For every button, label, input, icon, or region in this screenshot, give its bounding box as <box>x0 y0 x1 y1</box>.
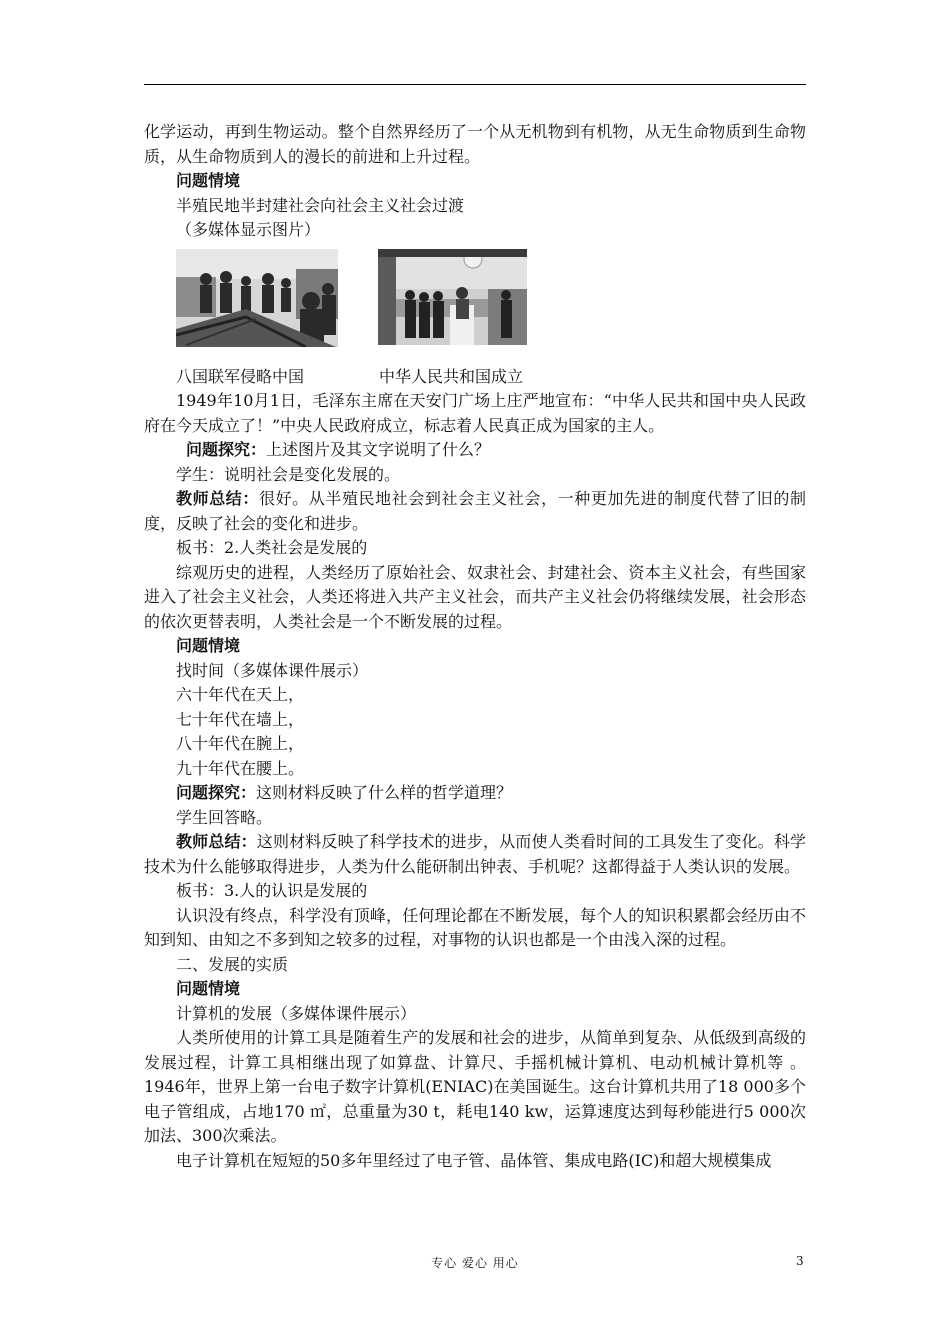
figure-captions <box>144 365 806 390</box>
poem-line: 九十年代在腰上。 <box>176 758 305 778</box>
document-body <box>144 120 806 1173</box>
poem-line: 八十年代在腕上， <box>176 734 305 753</box>
paragraph: 学生：说明社会是变化发展的。 <box>176 464 401 484</box>
footer-slogan: 专心 爱心 用心 <box>431 1256 519 1270</box>
paragraph: 问题探究：这则材料反映了什么样的哲学道理？ <box>176 783 513 802</box>
paragraph: 人类所使用的计算工具是随着生产的发展和社会的进步，从简单到复杂、从低级到高级的发展过程，计算工具相继出现了如算盘、计算尺、手摇机械计算机、电动机械计算机等 。1946年，世界上第一台电子数字计算机(ENIAC)在美国诞生。这台计算机共用了18 000多个电子管组成，占地170 ㎡，总重量为30 t，耗电140 kw，运算速度达到每秒能进行5 000次加法、300次乘法。 <box>144 1028 806 1145</box>
figures-row <box>176 243 806 365</box>
paragraph: 板书：2.人类社会是发展的 <box>176 538 368 557</box>
paragraph: 综观历史的进程，人类经历了原始社会、奴隶社会、封建社会、资本主义社会，有些国家进入了社会主义社会，人类还将进入共产主义社会，而共产主义社会仍将继续发展，社会形态的依次更替表明，人类社会是一个不断发展的过程。 <box>144 562 806 631</box>
header-rule <box>144 84 806 85</box>
section-heading: 问题情境 <box>176 979 241 998</box>
poem-line: 六十年代在天上， <box>176 685 305 704</box>
paragraph: （多媒体显示图片） <box>176 220 321 239</box>
paragraph: 找时间（多媒体课件展示） <box>176 660 369 680</box>
section-heading: 问题情境 <box>176 171 241 190</box>
paragraph: 板书：3.人的认识是发展的 <box>176 881 368 900</box>
paragraph: 问题探究：上述图片及其文字说明了什么？ <box>186 440 491 459</box>
caption-left: 八国联军侵略中国 <box>176 366 305 386</box>
paragraph: 教师总结：这则材料反映了科学技术的进步，从而使人类看时间的工具发生了变化。科学技术为什么能够取得进步，人类为什么能研制出钟表、手机呢？这都得益于人类认识的发展。 <box>144 832 806 876</box>
caption-right: 中华人民共和国成立 <box>379 366 524 386</box>
photo-eight-nation-alliance <box>176 249 338 347</box>
section-heading: 问题情境 <box>176 636 241 655</box>
paragraph: 学生回答略。 <box>176 807 273 827</box>
paragraph: 计算机的发展（多媒体课件展示） <box>176 1003 417 1023</box>
photo-prc-founding <box>378 249 527 345</box>
paragraph: 教师总结：很好。从半殖民地社会到社会主义社会，一种更加先进的制度代替了旧的制度，反映了社会的变化和进步。 <box>144 489 806 533</box>
poem-line: 七十年代在墙上， <box>176 709 305 729</box>
section-title: 二、发展的实质 <box>176 954 289 974</box>
paragraph: 半殖民地半封建社会向社会主义社会过渡 <box>176 195 465 215</box>
page-number: 3 <box>796 1254 804 1268</box>
paragraph: 化学运动，再到生物运动。整个自然界经历了一个从无机物到有机物，从无生命物质到生命物质，从生命物质到人的漫长的前进和上升过程。 <box>144 122 806 166</box>
paragraph: 认识没有终点，科学没有顶峰，任何理论都在不断发展，每个人的知识积累都会经历由不知到知、由知之不多到知之较多的过程，对事物的认识也都是一个由浅入深的过程。 <box>144 905 806 949</box>
paragraph: 1949年10月1日，毛泽东主席在天安门广场上庄严地宣布：“中华人民共和国中央人民政府在今天成立了！”中央人民政府成立，标志着人民真正成为国家的主人。 <box>144 391 806 435</box>
paragraph: 电子计算机在短短的50多年里经过了电子管、晶体管、集成电路(IC)和超大规模集成 <box>176 1150 772 1170</box>
